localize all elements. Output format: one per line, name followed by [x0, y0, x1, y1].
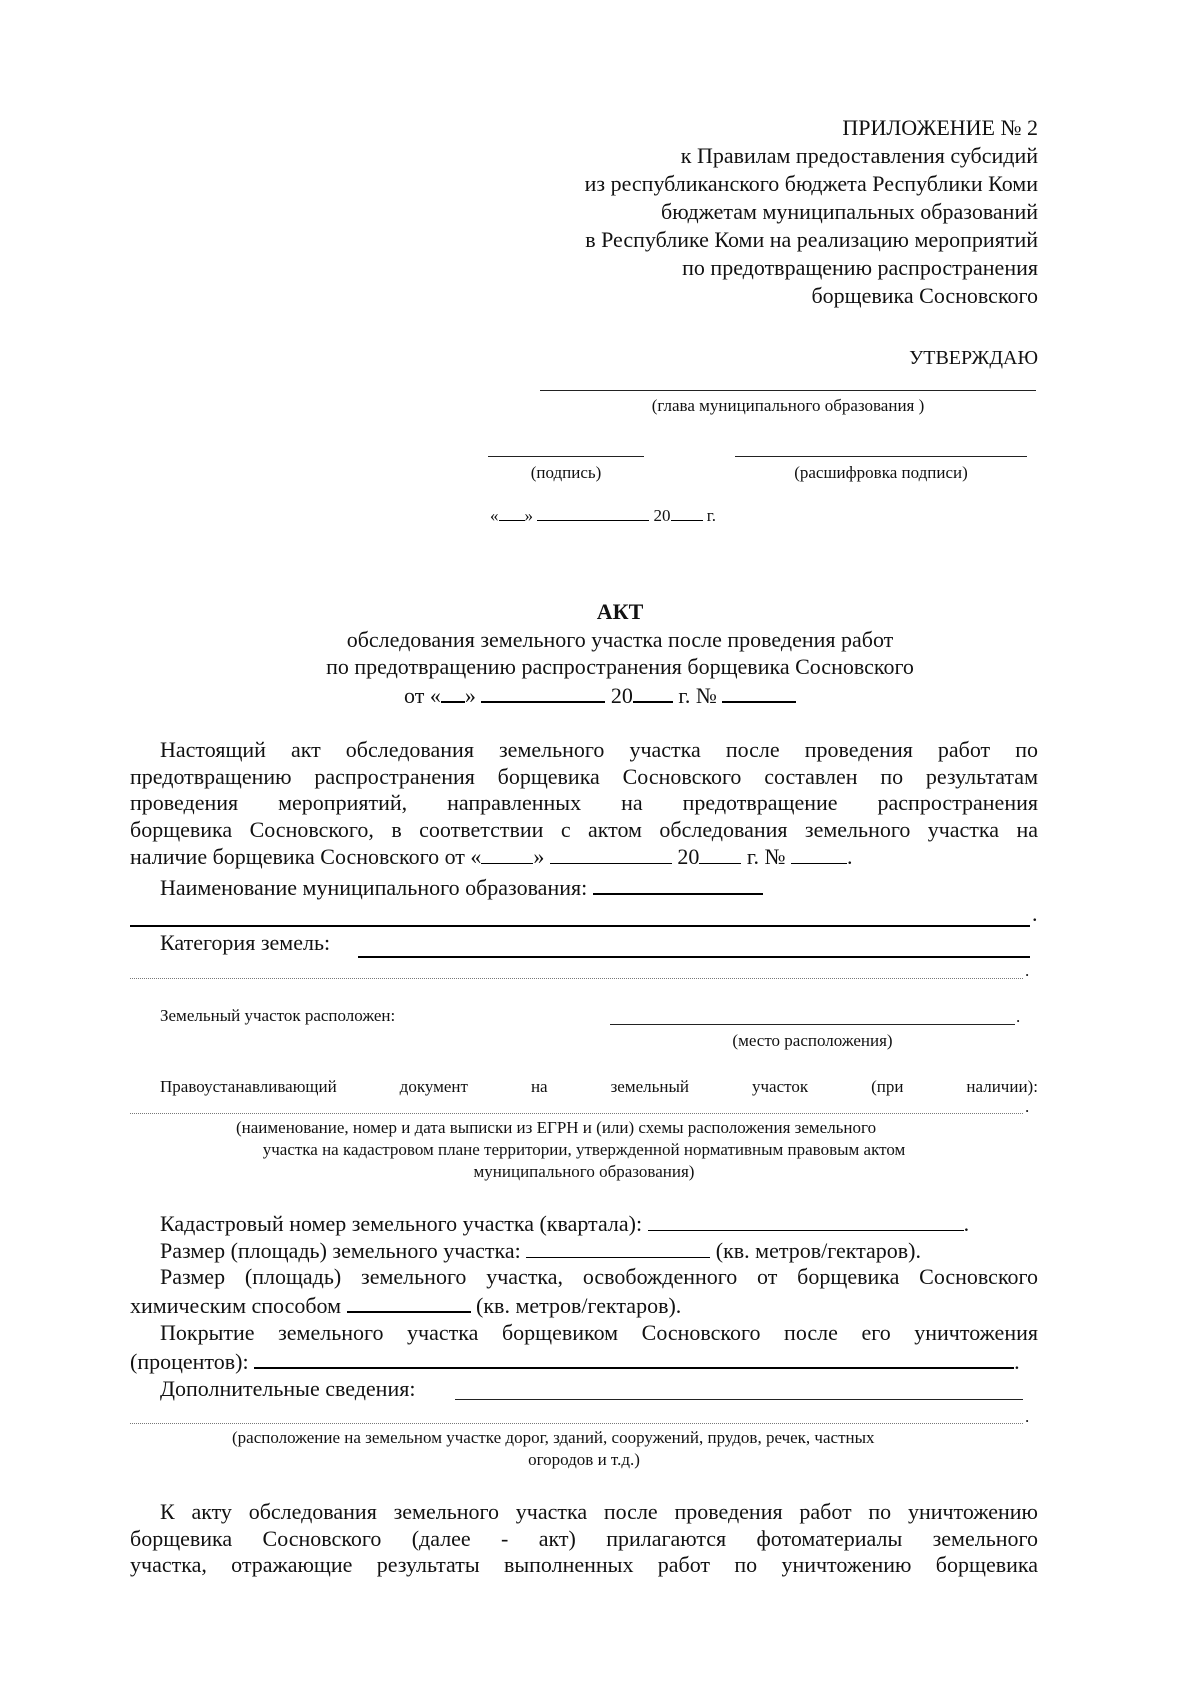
ref-month-field[interactable] [550, 843, 672, 864]
appendix-line: по предотвращению распространения [682, 255, 1038, 280]
cleared-area-block [130, 1264, 1038, 1319]
location-caption: (место расположения) [732, 1031, 893, 1050]
title-doc-period: . [1025, 1097, 1030, 1116]
act-number-field[interactable] [722, 681, 796, 703]
ref-number-field[interactable] [791, 843, 847, 864]
title-doc-word: земельный [610, 1077, 689, 1096]
title-doc-word: на [530, 1077, 548, 1096]
area-units: (кв. метров/гектаров). [715, 1238, 921, 1263]
quote-open: « [490, 506, 499, 525]
intro-line: предотвращению распространения борщевика Сосновского составлен по результатам [130, 763, 1038, 789]
act-year-prefix: 20 [610, 683, 633, 708]
act-subtitle-1: обследования земельного участка после проведения работ [346, 627, 894, 652]
head-name-line[interactable] [540, 390, 1036, 391]
appendix-line: в Республике Коми на реализацию мероприятий [585, 227, 1038, 252]
signature-decode-line[interactable] [735, 456, 1027, 457]
intro-ref-no: г. № [746, 844, 786, 869]
title-doc-word: Правоустанавливающий [160, 1077, 337, 1096]
act-month-field[interactable] [481, 681, 605, 703]
area-field[interactable] [526, 1237, 710, 1258]
additional-label: Дополнительные сведения: [160, 1376, 416, 1401]
cleared-area-field[interactable] [347, 1291, 471, 1313]
act-subtitle-2: по предотвращению распространения борщевика Сосновского [326, 654, 914, 679]
municipality-period: . [1032, 901, 1038, 926]
area-row [160, 1237, 921, 1265]
appendix-line: из республиканского бюджета Республики Коми [584, 171, 1038, 196]
coverage-block [130, 1320, 1038, 1375]
cleared-area-row [130, 1291, 1038, 1320]
title-doc-word: участок [751, 1077, 809, 1096]
located-label: Земельный участок расположен: [160, 1006, 396, 1025]
title-doc-caption-1: (наименование, номер и дата выписки из ЕГРН и (или) схемы расположения земельного [236, 1118, 877, 1137]
title-doc-word: (при [871, 1077, 904, 1096]
coverage-period: . [1014, 1348, 1020, 1374]
title-doc-word: документ [399, 1077, 468, 1096]
additional-field-2[interactable] [130, 1423, 1023, 1424]
closing-line: участка, отражающие результаты выполненных работ по уничтожению борщевика [130, 1552, 1038, 1577]
head-caption: (глава муниципального образования ) [651, 396, 925, 415]
intro-line: борщевика Сосновского, в соответствии с актом обследования земельного участка на [130, 816, 1038, 842]
cleared-area-label: химическим способом [130, 1292, 342, 1318]
title-doc-field[interactable] [130, 1113, 1023, 1114]
land-category-field-2[interactable] [130, 978, 1023, 979]
land-category-label: Категория земель: [160, 930, 331, 955]
location-period: . [1016, 1007, 1021, 1026]
month-field[interactable] [537, 504, 649, 521]
municipality-label: Наименование муниципального образования: [160, 875, 588, 900]
cadastral-label: Кадастровый номер земельного участка (квартала): [160, 1211, 643, 1236]
area-label: Размер (площадь) земельного участка: [160, 1238, 521, 1263]
ref-day-field[interactable] [481, 843, 533, 864]
title-doc-caption-3: муниципального образования) [473, 1162, 695, 1181]
closing-paragraph [130, 1499, 1038, 1579]
municipality-field-short[interactable] [593, 873, 763, 895]
intro-ref-close: » [533, 844, 545, 869]
appendix-line: к Правилам предоставления субсидий [680, 143, 1038, 168]
signature-line[interactable] [488, 456, 644, 457]
act-year-field[interactable] [633, 681, 673, 703]
coverage-label: (процентов): [130, 1348, 249, 1374]
closing-line: борщевика Сосновского (далее - акт) прилагаются фотоматериалы земельного [130, 1525, 1038, 1551]
day-field[interactable] [499, 504, 525, 521]
title-doc-word: наличии): [966, 1077, 1038, 1096]
act-quote-close: » [464, 683, 476, 708]
land-category-field[interactable] [358, 956, 1030, 958]
municipality-row [160, 873, 763, 902]
intro-last-line [130, 843, 1038, 871]
additional-caption-2: огородов и т.д.) [528, 1450, 640, 1469]
additional-period: . [1025, 1407, 1030, 1426]
year-prefix: 20 [653, 506, 671, 525]
land-category-period: . [1025, 961, 1030, 980]
act-date-prefix: от « [404, 683, 441, 708]
year-field[interactable] [671, 504, 703, 521]
intro-line: Настоящий акт обследования земельного участка после проведения работ по [160, 737, 1038, 762]
year-suffix: г. [706, 506, 717, 525]
appendix-line: бюджетам муниципальных образований [661, 199, 1038, 224]
signature-caption: (подпись) [530, 463, 602, 482]
intro-ref-year: 20 [677, 844, 700, 869]
approval-date [490, 504, 716, 527]
cleared-area-line: Размер (площадь) земельного участка, освобожденного от борщевика Сосновского [160, 1264, 1038, 1289]
signature-decode-caption: (расшифровка подписи) [794, 463, 968, 482]
act-date-line [404, 681, 796, 710]
closing-line: К акту обследования земельного участка после проведения работ по уничтожению [160, 1499, 1038, 1524]
additional-caption-1: (расположение на земельном участке дорог, зданий, сооружений, прудов, речек, частных [232, 1428, 875, 1447]
act-heading: АКТ [596, 599, 644, 624]
appendix-line: борщевика Сосновского [811, 283, 1038, 308]
ref-year-field[interactable] [699, 843, 741, 864]
cadastral-row [160, 1210, 969, 1238]
coverage-row [130, 1347, 1038, 1376]
coverage-field[interactable] [254, 1347, 1014, 1369]
title-doc-caption-2: участка на кадастровом плане территории, утвержденной нормативным правовым актом [262, 1140, 906, 1159]
quote-close: » [524, 506, 533, 525]
coverage-line: Покрытие земельного участка борщевиком Сосновского после его уничтожения [160, 1320, 1038, 1345]
intro-line: проведения мероприятий, направленных на предотвращение распространения [130, 790, 1038, 815]
location-field[interactable] [610, 1024, 1015, 1025]
act-number-label: г. № [678, 683, 717, 708]
act-day-field[interactable] [441, 681, 465, 703]
cadastral-period: . [963, 1211, 970, 1236]
approve-label: УТВЕРЖДАЮ [909, 347, 1038, 369]
title-doc-row [160, 1076, 1038, 1098]
intro-paragraph [130, 737, 1038, 871]
municipality-field-line[interactable] [130, 925, 1030, 927]
appendix-number: ПРИЛОЖЕНИЕ № 2 [842, 115, 1038, 140]
cleared-area-units: (кв. метров/гектаров). [476, 1292, 682, 1318]
intro-ref-end: . [846, 844, 853, 869]
additional-field[interactable] [455, 1399, 1023, 1400]
cadastral-field[interactable] [648, 1210, 964, 1231]
intro-ref-prefix: наличие борщевика Сосновского от « [130, 844, 482, 869]
